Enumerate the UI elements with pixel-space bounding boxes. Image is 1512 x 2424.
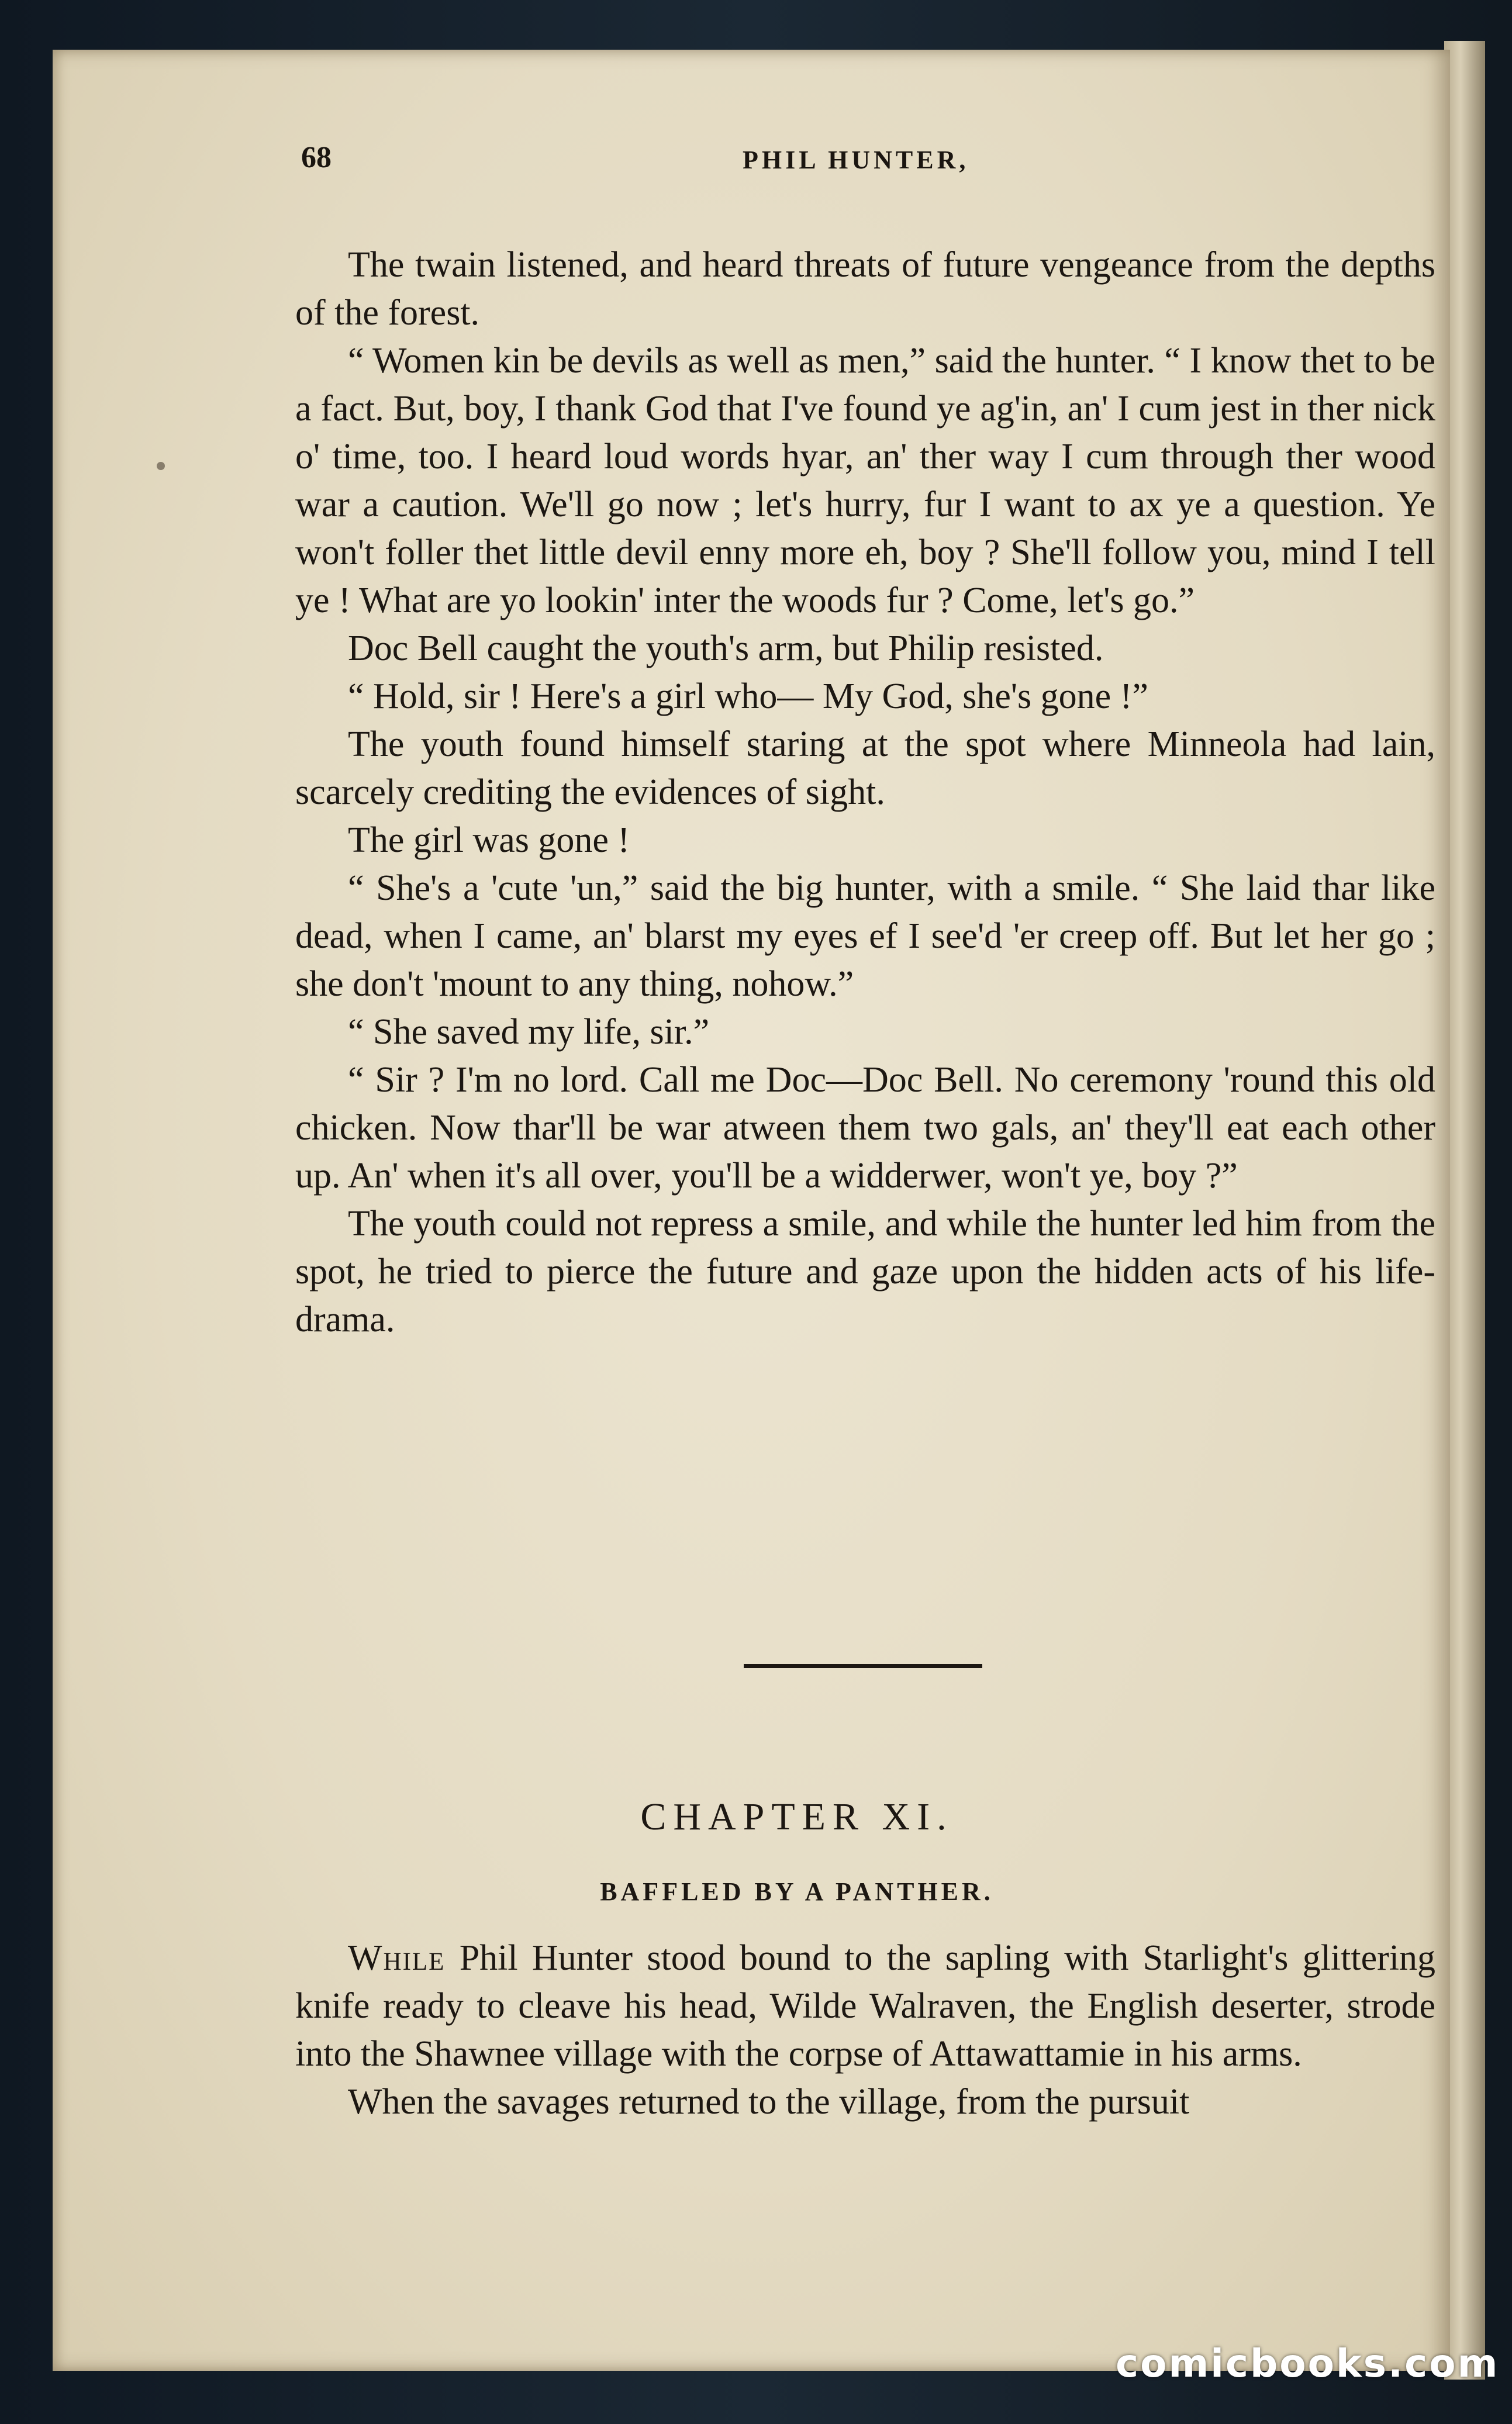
- paragraph: “ Hold, sir ! Here's a girl who— My God, she's gone !”: [348, 676, 1148, 716]
- paragraph: The youth found himself staring at the spot where Minneola had lain, scarcely crediting the evidences of sight.: [295, 724, 1435, 812]
- running-head: PHIL HUNTER,: [743, 146, 969, 174]
- page-number: 68: [301, 141, 332, 174]
- watermark: comicbooks.com: [1116, 2341, 1500, 2386]
- page-edge: [1444, 41, 1485, 2380]
- paragraph: The twain listened, and heard threats of future vengeance from the depths of the forest.: [295, 245, 1435, 333]
- paragraph: The girl was gone !: [348, 820, 630, 860]
- page-header: [0, 140, 1512, 187]
- paragraph: “ She saved my life, sir.”: [348, 1012, 710, 1052]
- chapter-paragraph-text: Phil Hunter stood bound to the sapling with Starlight's glittering knife ready to cleave his head, Wilde Walraven, the English deserter, strode into the Shawnee village with the corpse of Attawattamie in his arms.: [295, 1938, 1435, 2074]
- body-text: [295, 241, 1435, 1344]
- chapter-title: CHAPTER XI.: [640, 1795, 954, 1838]
- paragraph: “ She's a 'cute 'un,” said the big hunter, with a smile. “ She laid thar like dead, when I came, an' blarst my eyes ef I see'd 'er creep off. But let her go ; she don't 'mount to any thing, nohow.”: [295, 868, 1435, 1004]
- chapter-paragraph: When the savages returned to the village, from the pursuit: [348, 2082, 1190, 2122]
- section-divider: [744, 1664, 982, 1668]
- chapter-text: [295, 1934, 1435, 2126]
- chapter-subtitle: BAFFLED BY A PANTHER.: [600, 1877, 994, 1906]
- paragraph: Doc Bell caught the youth's arm, but Philip resisted.: [348, 629, 1104, 668]
- paragraph: The youth could not repress a smile, and while the hunter led him from the spot, he tried to pierce the future and gaze upon the hidden acts of his life-drama.: [295, 1204, 1435, 1339]
- chapter-lead-word: While: [348, 1938, 446, 1978]
- paragraph: “ Women kin be devils as well as men,” said the hunter. “ I know thet to be a fact. But, boy, I thank God that I've found ye ag'in, an' I cum jest in ther nick o' time, too. I heard loud words hyar, an' ther way I cum through ther wood war a caution. We'll go now ; let's hurry, fur I want to ax ye a question. Ye won't foller thet little devil enny more eh, boy ? She'll follow you, mind I tell ye ! What are yo lookin' inter the woods fur ? Come, let's go.”: [295, 341, 1435, 620]
- paragraph: “ Sir ? I'm no lord. Call me Doc—Doc Bell. No ceremony 'round this old chicken. Now thar'll be war atween them two gals, an' they'll eat each other up. An' when it's all over, you'll be a widderwer, won't ye, boy ?”: [295, 1060, 1435, 1196]
- margin-mark: [157, 462, 165, 470]
- chapter-paragraph: [295, 1934, 1435, 2078]
